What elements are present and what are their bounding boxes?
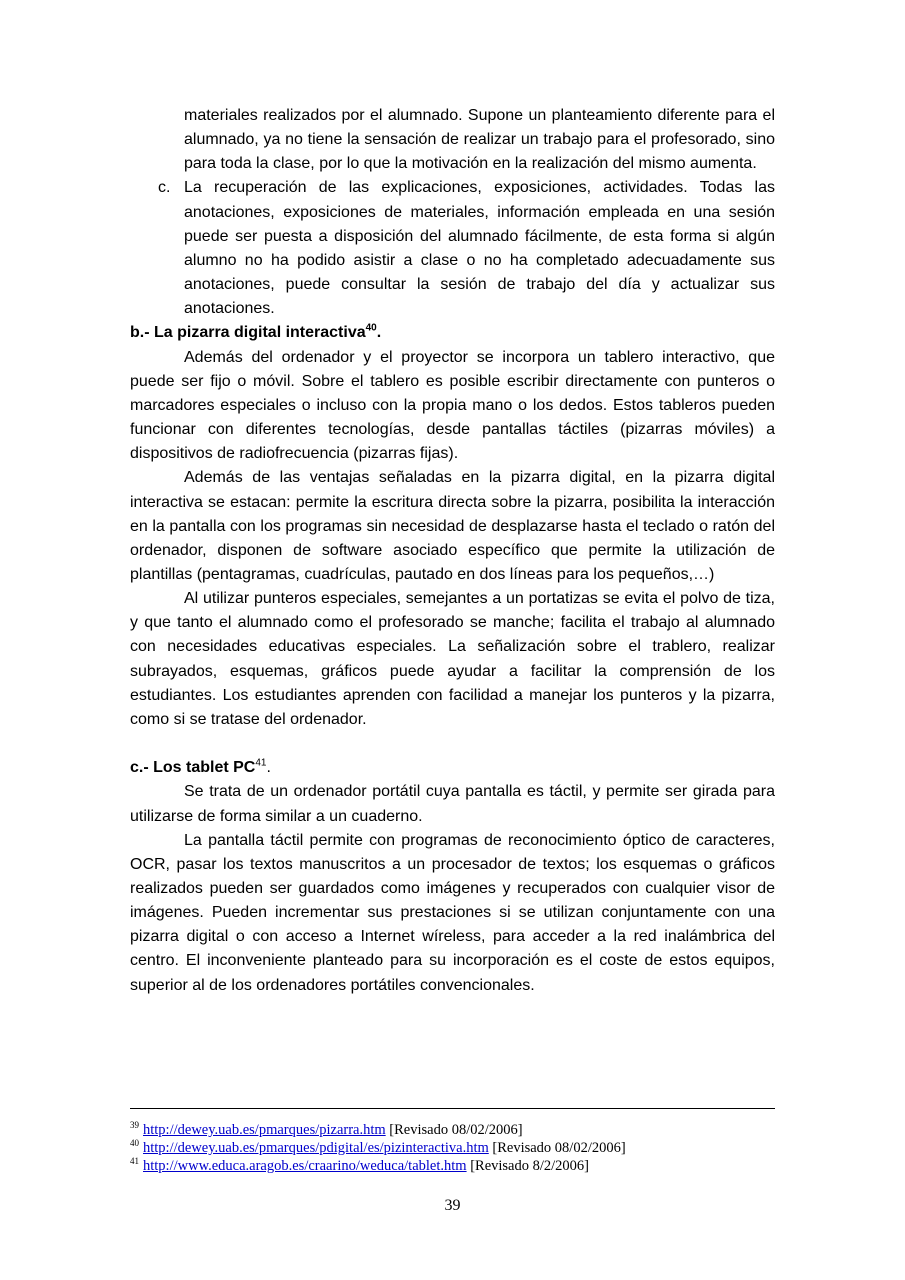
list-item-c <box>130 176 775 321</box>
list-item-b-continuation: materiales realizados por el alumnado. Supone un planteamiento diferente para el alumnado, ya no tiene la sensación de realizar un trabajo para el profesorado, sino para toda la clase, por lo que la motivación en la realización del mismo aumenta. <box>184 107 775 173</box>
paragraph: Además del ordenador y el proyector se incorpora un tablero interactivo, que puede ser fijo o móvil. Sobre el tablero es posible escribir directamente con punteros o marcadores especiales o incluso con la propia mano o los dedos. Estos tableros pueden funcionar con diferentes tecnologías, desde pantallas táctiles (pizarras móviles) a dispositivos de radiofrecuencia (pizarras fijas). <box>130 348 775 463</box>
paragraph: Al utilizar punteros especiales, semejantes a un portatizas se evita el polvo de tiza, y que tanto el alumnado como el profesorado se manche; facilita el trabajo al alumnado con necesidades educativas especiales. La señalización sobre el trablero, realizar subrayados, esquemas, gráficos puede ayudar a facilitar la comprensión de los estudiantes. Los estudiantes aprenden con facilidad a manejar los punteros y la pizarra, como si se tratase del ordenador. <box>130 590 775 728</box>
list-marker: c. <box>158 179 171 197</box>
paragraph: Se trata de un ordenador portátil cuya pantalla es táctil, y permite ser girada para utilizarse de forma similar a un cuaderno. <box>130 783 775 825</box>
footnote-divider <box>130 1108 775 1109</box>
footnote-41 <box>130 1157 775 1175</box>
heading-period: . <box>266 759 271 777</box>
paragraph: La pantalla táctil permite con programas de reconocimiento óptico de caracteres, OCR, pasar los textos manuscritos a un procesador de textos; los esquemas o gráficos realizados pueden ser guardados como imágenes y recuperados con cualquier visor de imágenes. Pueden incrementar sus prestaciones si se utilizan conjuntamente con una pizarra digital o con acceso a Internet wíreless, para acceder a la red inalámbrica del centro. El inconveniente planteado para su incorporación es el coste de estos equipos, superior al de los ordenadores portátiles convencionales. <box>130 831 775 994</box>
section-heading-b <box>130 321 775 345</box>
footnote-number: 39 <box>130 1120 139 1131</box>
blank-line <box>130 732 775 756</box>
footnote-number: 41 <box>130 1156 139 1167</box>
footnote-note: [Revisado 8/2/2006] <box>470 1158 590 1174</box>
footnote-40 <box>130 1139 775 1157</box>
footnote-note: [Revisado 08/02/2006] <box>389 1122 523 1138</box>
heading-text: b.- La pizarra digital interactiva <box>130 324 366 342</box>
section-heading-c <box>130 756 775 780</box>
footnote-link[interactable]: http://www.educa.aragob.es/craarino/weduca/tablet.htm <box>143 1158 467 1174</box>
heading-period: . <box>376 324 382 342</box>
page-number: 39 <box>444 1197 461 1214</box>
footnote-number: 40 <box>130 1138 139 1149</box>
heading-text: c.- Los tablet PC <box>130 759 256 777</box>
footnote-link[interactable]: http://dewey.uab.es/pmarques/pizarra.htm <box>143 1122 386 1138</box>
footnote-link[interactable]: http://dewey.uab.es/pmarques/pdigital/es/pizinteractiva.htm <box>143 1140 489 1156</box>
body-text <box>130 104 775 998</box>
footnote-ref-40[interactable]: 40 <box>365 323 377 335</box>
list-item-text: La recuperación de las explicaciones, exposiciones, actividades. Todas las anotaciones, exposiciones de materiales, información empleada en una sesión puede ser puesta a disposición del alumnado fácilmente, de esta forma si algún alumno no ha podido asistir a clase o no ha completado adecuadamente sus anotaciones, puede consultar la sesión de trabajo del día y actualizar sus anotaciones. <box>184 179 775 318</box>
footnote-note: [Revisado 08/02/2006] <box>492 1140 626 1156</box>
footnotes <box>130 1108 775 1175</box>
paragraph: Además de las ventajas señaladas en la pizarra digital, en la pizarra digital interactiva se estacan: permite la escritura directa sobre la pizarra, posibilita la interacción en la pantalla con los programas sin necesidad de desplazarse hasta el teclado o ratón del ordenador, disponen de software asociado específico que permite la utilización de plantillas (pentagramas, cuadrículas, pautado en dos líneas para los pequeños,…) <box>130 469 775 583</box>
footnote-39 <box>130 1121 775 1139</box>
footnote-ref-41[interactable]: 41 <box>255 757 267 769</box>
